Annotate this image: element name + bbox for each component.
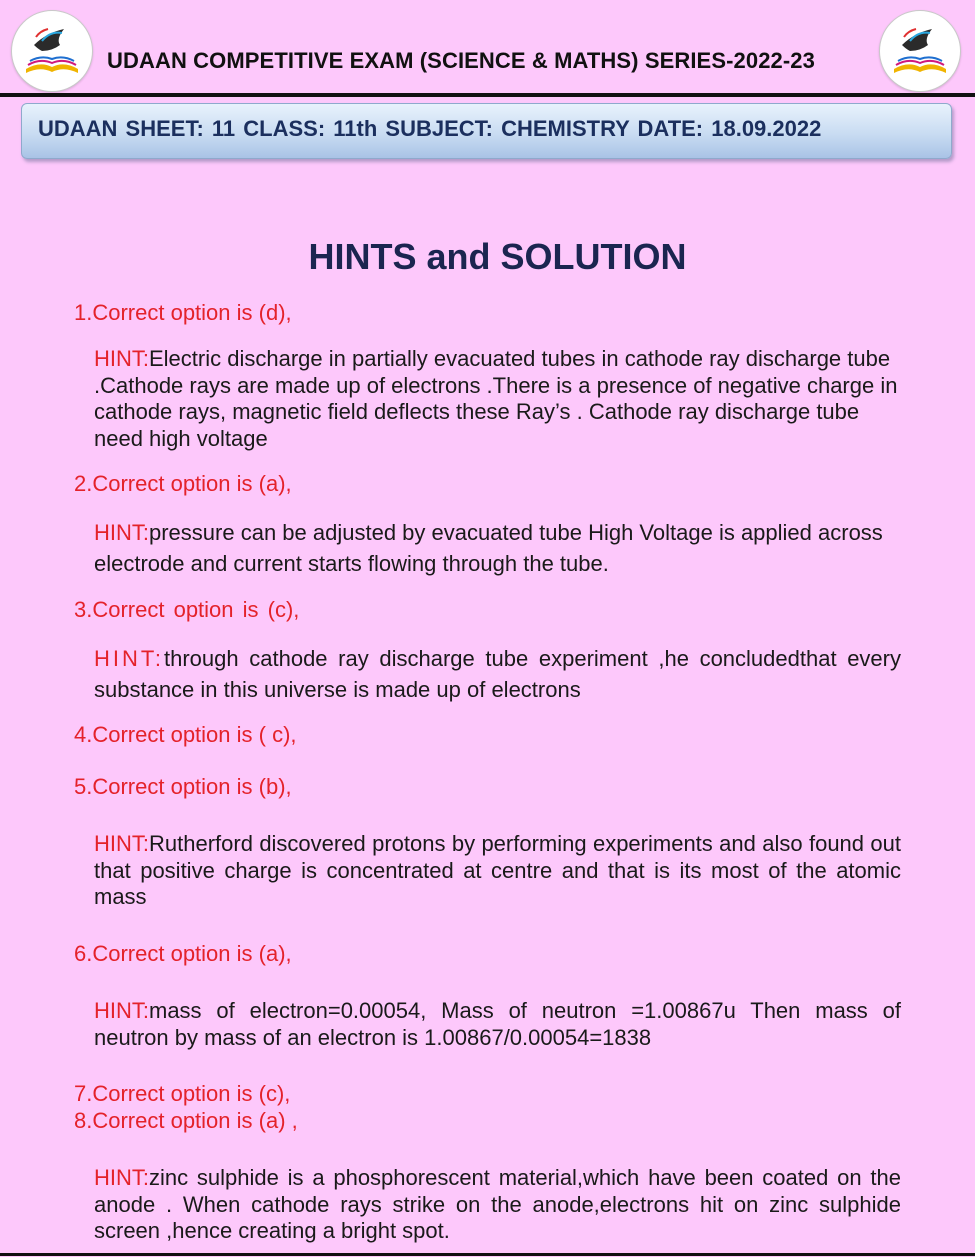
answer-2-hint bbox=[94, 517, 901, 579]
hint-text: zinc sulphide is a phosphorescent material,which have been coated on the anode . When cathode rays strike on the anode,electrons hit on zinc sulphide screen ,hence creating a bright spot. bbox=[94, 1165, 901, 1243]
answer-3-hint bbox=[94, 643, 901, 705]
hint-text: pressure can be adjusted by evacuated tube High Voltage is applied across electrode and current starts flowing through the tube. bbox=[94, 520, 883, 576]
sheet-info-text: UDAAN SHEET: 11 CLASS: 11th SUBJECT: CHEMISTRY DATE: 18.09.2022 bbox=[38, 116, 822, 141]
answer-5-option: 5.Correct option is (b), bbox=[74, 774, 292, 799]
hint-text: through cathode ray discharge tube experiment ,he concludedthat every substance in this universe is made up of electrons bbox=[94, 646, 901, 702]
header-title: UDAAN COMPETITIVE EXAM (SCIENCE & MATHS) SERIES-2022-23 bbox=[107, 48, 815, 73]
answer-2-option: 2.Correct option is (a), bbox=[74, 471, 292, 496]
answer-1-option: 1.Correct option is (d), bbox=[74, 300, 292, 325]
footer-divider bbox=[0, 1253, 975, 1256]
hint-label: HINT: bbox=[94, 520, 149, 545]
answer-5-hint bbox=[94, 831, 901, 911]
hint-text: Rutherford discovered protons by performing experiments and also found out that positive charge is concentrated at centre and that is its most of the atomic mass bbox=[94, 831, 901, 909]
hint-text: mass of electron=0.00054, Mass of neutron =1.00867u Then mass of neutron by mass of an electron is 1.00867/0.00054=1838 bbox=[94, 998, 901, 1050]
header-divider bbox=[0, 93, 975, 97]
hint-text: Electric discharge in partially evacuated tubes in cathode ray discharge tube .Cathode rays are made up of electrons .There is a presence of negative charge in cathode rays, magnetic field deflects these Ray’s . Cathode ray discharge tube need high voltage bbox=[94, 346, 898, 451]
answer-1-hint bbox=[94, 346, 901, 452]
answer-6-hint bbox=[94, 998, 901, 1051]
answer-7-option: 7.Correct option is (c), bbox=[74, 1081, 291, 1106]
sheet-info-banner bbox=[21, 103, 952, 159]
udaan-logo-right-icon bbox=[879, 10, 961, 92]
answer-3-option: 3.Correct option is (c), bbox=[74, 597, 300, 622]
answer-4-option: 4.Correct option is ( c), bbox=[74, 722, 297, 747]
hint-label: HINT: bbox=[94, 1165, 149, 1190]
hint-label: HINT: bbox=[94, 346, 149, 371]
hint-label: HINT: bbox=[94, 998, 149, 1023]
answer-8-hint bbox=[94, 1165, 901, 1245]
answer-6-option: 6.Correct option is (a), bbox=[74, 941, 292, 966]
udaan-logo-left-icon bbox=[11, 10, 93, 92]
page-title: HINTS and SOLUTION bbox=[308, 236, 687, 277]
answer-8-option: 8.Correct option is (a) , bbox=[74, 1108, 298, 1133]
hint-label: HINT: bbox=[94, 646, 164, 671]
hint-label: HINT: bbox=[94, 831, 149, 856]
